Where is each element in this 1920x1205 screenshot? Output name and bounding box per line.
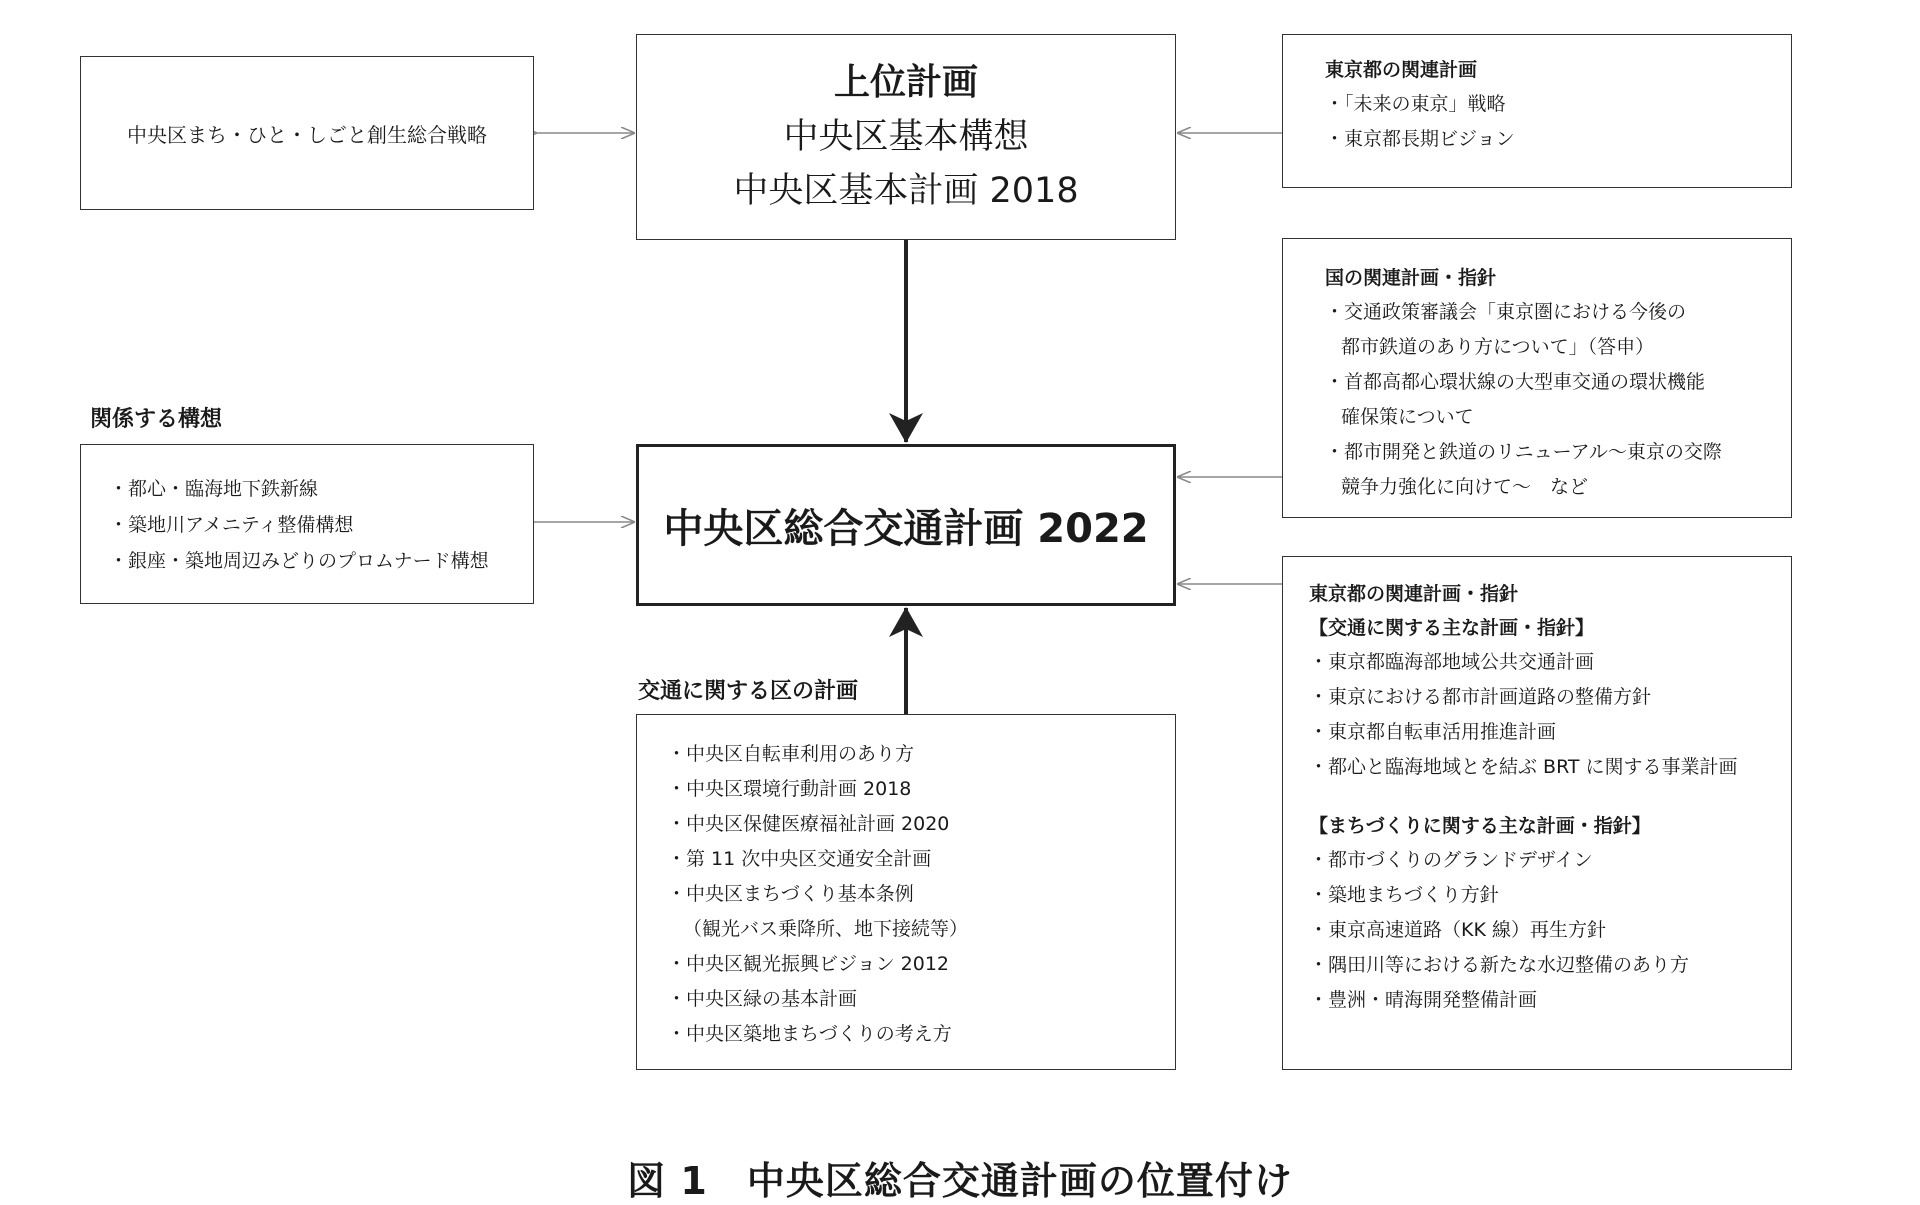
related-concept-item: ・築地川アメニティ整備構想 [109, 514, 354, 536]
figure-caption: 図 1 中央区総合交通計画の位置付け [627, 1159, 1293, 1203]
related-concepts-box [80, 444, 534, 604]
main-plan-box [636, 444, 1176, 606]
upper-plan-title: 上位計画 [833, 62, 978, 103]
main-plan-title: 中央区総合交通計画 2022 [663, 505, 1149, 552]
transport-item: ・東京都自転車活用推進計画 [1309, 721, 1557, 743]
ward-plan-item: ・中央区築地まちづくりの考え方 [667, 1023, 952, 1045]
related-concept-item: ・銀座・築地周辺みどりのプロムナード構想 [109, 550, 489, 572]
ward-plan-item: ・中央区環境行動計画 2018 [667, 778, 912, 800]
national-related-item: ・首都高都心環状線の大型車交通の環状機能 [1325, 371, 1706, 393]
town-item: ・都市づくりのグランドデザイン [1309, 849, 1593, 871]
town-item: ・東京高速道路（KK 線）再生方針 [1309, 919, 1606, 941]
ward-plan-item: ・中央区観光振興ビジョン 2012 [667, 953, 950, 975]
strategy-box [80, 56, 534, 210]
transport-item: ・東京都臨海部地域公共交通計画 [1309, 651, 1595, 673]
upper-plan-line: 中央区基本構想 [783, 117, 1029, 157]
tokyo-related-item: ・「未来の東京」戦略 [1325, 93, 1506, 115]
ward-plan-item: ・中央区保健医療福祉計画 2020 [667, 813, 950, 835]
tokyo-related-item: ・東京都長期ビジョン [1325, 128, 1515, 150]
ward-plan-item: ・中央区まちづくり基本条例 [667, 883, 914, 905]
ward-plan-item: ・中央区緑の基本計画 [667, 988, 858, 1010]
town-item: ・築地まちづくり方針 [1309, 884, 1499, 906]
town-heading: 【まちづくりに関する主な計画・指針】 [1309, 815, 1651, 837]
tokyo-related-box [1282, 34, 1792, 188]
tokyo-guidelines-title: 東京都の関連計画・指針 [1309, 583, 1519, 605]
national-related-item: ・交通政策審議会「東京圏における今後の [1325, 301, 1687, 323]
related-concepts-label: 関係する構想 [90, 407, 223, 432]
national-related-title: 国の関連計画・指針 [1325, 267, 1497, 289]
upper-plan-box [636, 34, 1176, 240]
town-item: ・隅田川等における新たな水辺整備のあり方 [1309, 954, 1690, 976]
national-related-item: ・都市開発と鉄道のリニューアル～東京の交際 [1325, 441, 1722, 463]
tokyo-related-title: 東京都の関連計画 [1325, 59, 1478, 81]
national-related-item: 競争力強化に向けて～ など [1341, 476, 1589, 498]
ward-plans-label: 交通に関する区の計画 [638, 679, 859, 704]
section-gap [1309, 785, 1791, 809]
upper-plan-line: 中央区基本計画 2018 [733, 171, 1079, 211]
strategy-label: 中央区まち・ひと・しごと創生総合戦略 [127, 122, 487, 147]
national-related-box [1282, 238, 1792, 518]
town-item: ・豊洲・晴海開発整備計画 [1309, 989, 1538, 1011]
related-concept-item: ・都心・臨海地下鉄新線 [109, 478, 319, 500]
transport-item: ・東京における都市計画道路の整備方針 [1309, 686, 1652, 708]
national-related-item: 確保策について [1341, 406, 1474, 428]
transport-heading: 【交通に関する主な計画・指針】 [1309, 617, 1595, 639]
ward-plans-box [636, 714, 1176, 1070]
ward-plan-item: ・第 11 次中央区交通安全計画 [667, 848, 932, 870]
ward-plan-item: （観光バス乗降所、地下接続等） [683, 918, 969, 940]
national-related-item: 都市鉄道のあり方について」（答申） [1341, 336, 1655, 358]
ward-plan-item: ・中央区自転車利用のあり方 [667, 743, 915, 765]
transport-item: ・都心と臨海地域とを結ぶ BRT に関する事業計画 [1309, 756, 1738, 778]
tokyo-guidelines-box [1282, 556, 1792, 1070]
